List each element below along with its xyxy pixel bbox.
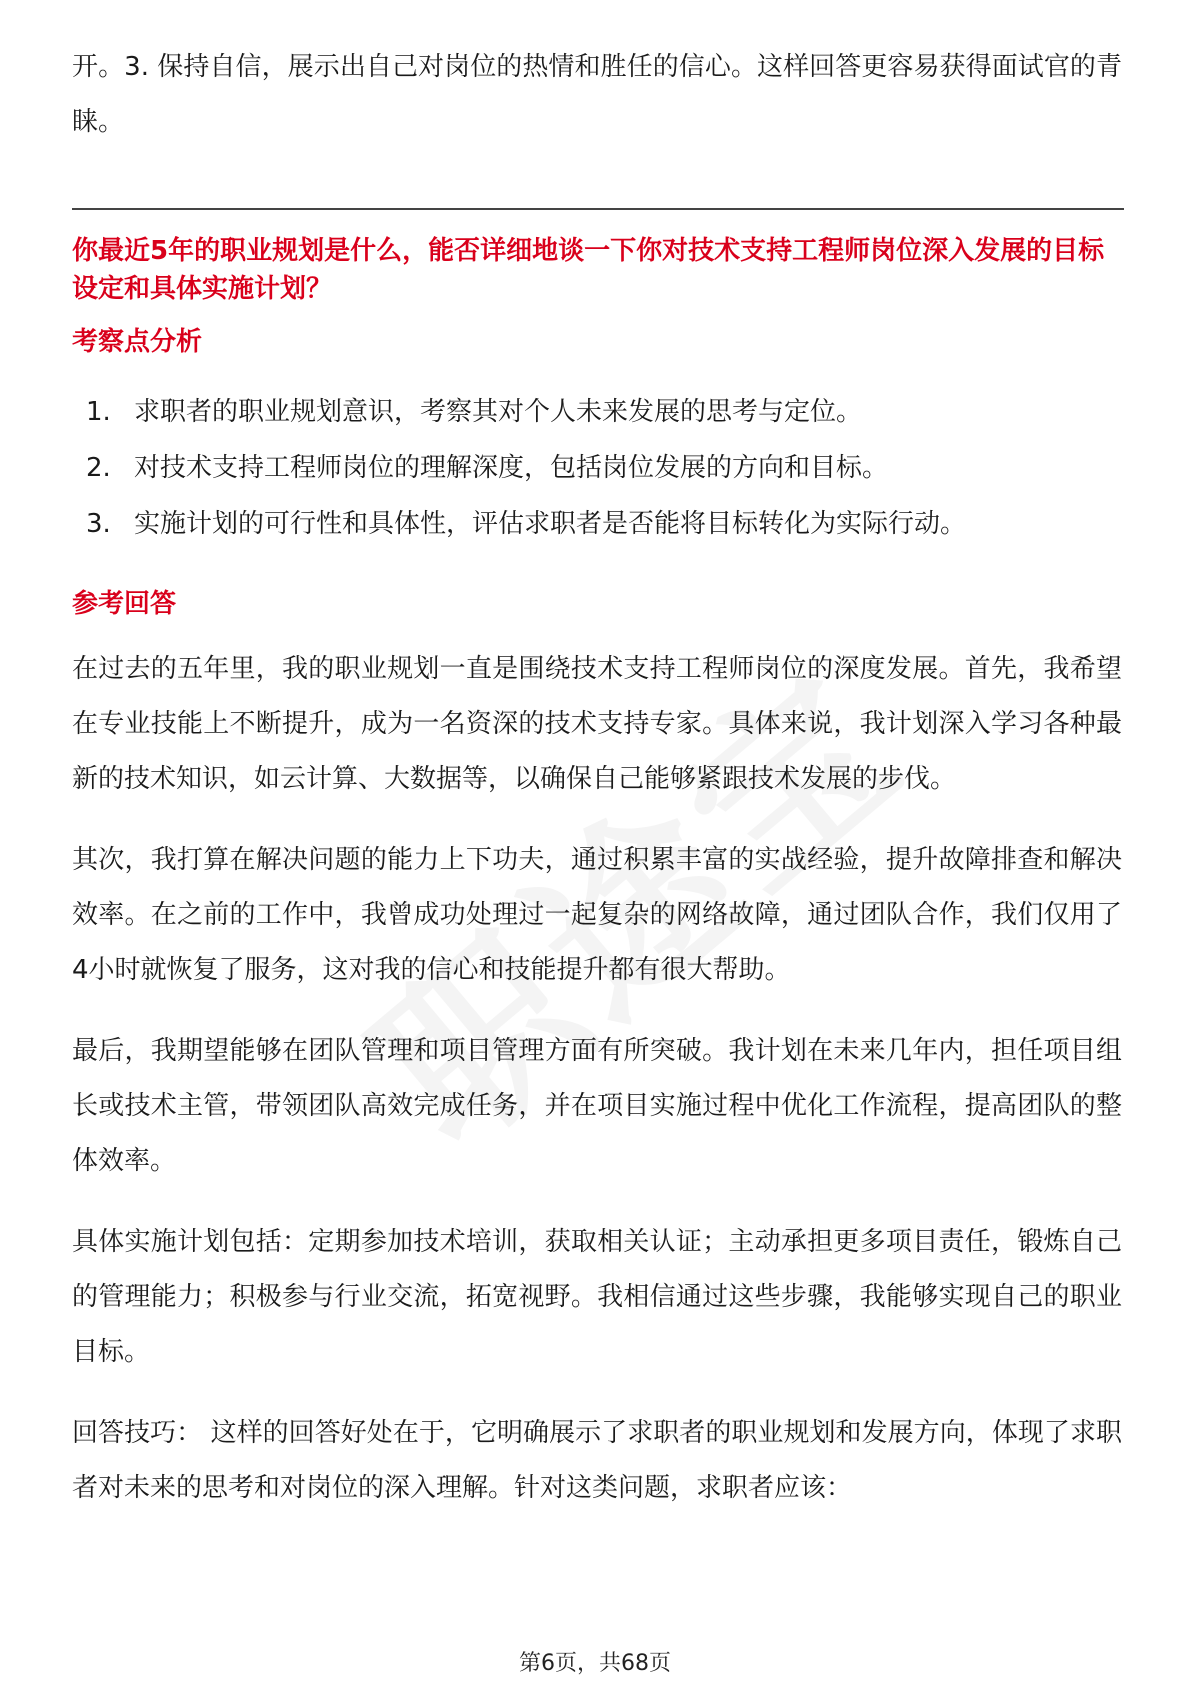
analysis-item-text: 对技术支持工程师岗位的理解深度，包括岗位发展的方向和目标。 [134,453,889,483]
analysis-title: 考察点分析 [72,327,203,357]
analysis-item-number: 3. [86,509,111,539]
analysis-item [72,496,1122,552]
analysis-item-text: 求职者的职业规划意识，考察其对个人未来发展的思考与定位。 [134,397,863,427]
analysis-list [72,384,1122,552]
page-number: 第6页，共68页 [519,1651,671,1676]
analysis-item-number: 2. [86,453,111,483]
answer-title: 参考回答 [72,589,177,619]
answer-paragraph: 其次，我打算在解决问题的能力上下功夫，通过积累丰富的实战经验，提升故障排查和解决效率。在之前的工作中，我曾成功处理过一起复杂的网络故障，通过团队合作，我们仅用了4小时就恢复了服务，这对我的信心和技能提升都有很大帮助。 [72,845,1122,985]
analysis-item [72,440,1122,496]
section-divider [72,208,1124,210]
analysis-item-number: 1. [86,397,111,427]
question-heading: 你最近5年的职业规划是什么，能否详细地谈一下你对技术支持工程师岗位深入发展的目标设定和具体实施计划？ [72,236,1105,304]
analysis-item-text: 实施计划的可行性和具体性，评估求职者是否能将目标转化为实际行动。 [134,509,967,539]
answer-paragraph: 具体实施计划包括：定期参加技术培训，获取相关认证；主动承担更多项目责任，锻炼自己的管理能力；积极参与行业交流，拓宽视野。我相信通过这些步骤，我能够实现自己的职业目标。 [72,1227,1122,1367]
answer-tips: 回答技巧： 这样的回答好处在于，它明确展示了求职者的职业规划和发展方向，体现了求职者对未来的思考和对岗位的深入理解。针对这类问题，求职者应该： [72,1418,1122,1503]
answer-paragraph: 最后，我期望能够在团队管理和项目管理方面有所突破。我计划在未来几年内，担任项目组长或技术主管，带领团队高效完成任务，并在项目实施过程中优化工作流程，提高团队的整体效率。 [72,1036,1122,1176]
intro-continuation: 开。3. 保持自信，展示出自己对岗位的热情和胜任的信心。这样回答更容易获得面试官的青睐。 [72,52,1122,137]
answer-paragraph: 在过去的五年里，我的职业规划一直是围绕技术支持工程师岗位的深度发展。首先，我希望在专业技能上不断提升，成为一名资深的技术支持专家。具体来说，我计划深入学习各种最新的技术知识，如云计算、大数据等，以确保自己能够紧跟技术发展的步伐。 [72,654,1122,794]
page-content [72,40,1122,1516]
analysis-item [72,384,1122,440]
